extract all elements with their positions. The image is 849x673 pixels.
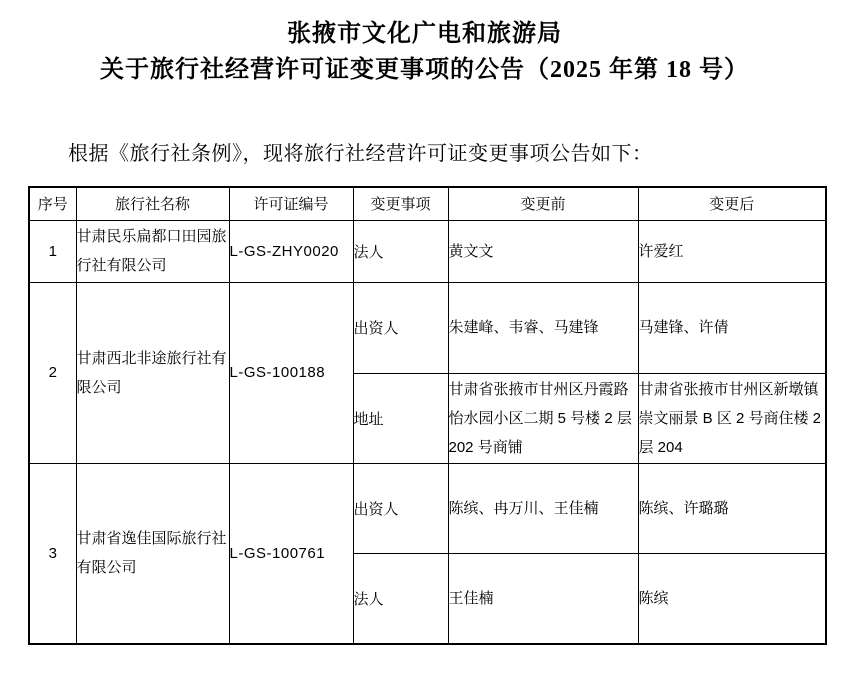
change-item-cell: 出资人 bbox=[353, 282, 448, 373]
header-agency-name: 旅行社名称 bbox=[76, 187, 229, 220]
after-cell: 马建锋、许倩 bbox=[638, 282, 826, 373]
before-cell: 王佳楠 bbox=[448, 553, 638, 644]
after-cell: 陈缤 bbox=[638, 553, 826, 644]
document-title bbox=[0, 0, 849, 88]
change-item-cell: 出资人 bbox=[353, 463, 448, 553]
change-item-cell: 法人 bbox=[353, 553, 448, 644]
title-line-2: 关于旅行社经营许可证变更事项的公告（2025 年第 18 号） bbox=[100, 57, 749, 83]
license-no-cell: L-GS-100188 bbox=[229, 282, 353, 463]
table-row-agency-2-change-1 bbox=[29, 282, 826, 373]
before-cell: 朱建峰、韦睿、马建锋 bbox=[448, 282, 638, 373]
after-cell: 甘肃省张掖市甘州区新墩镇崇文丽景 B 区 2 号商住楼 2 层 204 bbox=[638, 373, 826, 463]
header-after: 变更后 bbox=[638, 187, 826, 220]
intro-paragraph: 根据《旅行社条例》，现将旅行社经营许可证变更事项公告如下： bbox=[68, 143, 653, 165]
header-license-no: 许可证编号 bbox=[229, 187, 353, 220]
seq-cell: 2 bbox=[29, 282, 76, 463]
seq-cell: 3 bbox=[29, 463, 76, 644]
license-change-table bbox=[28, 186, 827, 645]
header-before: 变更前 bbox=[448, 187, 638, 220]
header-change-item: 变更事项 bbox=[353, 187, 448, 220]
change-item-cell: 地址 bbox=[353, 373, 448, 463]
change-item-cell: 法人 bbox=[353, 220, 448, 282]
title-line-1: 张掖市文化广电和旅游局 bbox=[287, 21, 562, 47]
table-header-row bbox=[29, 187, 826, 220]
seq-cell: 1 bbox=[29, 220, 76, 282]
after-cell: 许爱红 bbox=[638, 220, 826, 282]
table-row-agency-3-change-1 bbox=[29, 463, 826, 553]
before-cell: 甘肃省张掖市甘州区丹霞路怡水园小区二期 5 号楼 2 层 202 号商铺 bbox=[448, 373, 638, 463]
before-cell: 黄文文 bbox=[448, 220, 638, 282]
agency-name-cell: 甘肃省逸佳国际旅行社有限公司 bbox=[76, 463, 229, 644]
header-seq: 序号 bbox=[29, 187, 76, 220]
after-cell: 陈缤、许璐璐 bbox=[638, 463, 826, 553]
agency-name-cell: 甘肃民乐扁都口田园旅行社有限公司 bbox=[76, 220, 229, 282]
license-no-cell: L-GS-100761 bbox=[229, 463, 353, 644]
license-no-cell: L-GS-ZHY0020 bbox=[229, 220, 353, 282]
table-row-agency-1 bbox=[29, 220, 826, 282]
agency-name-cell: 甘肃西北非途旅行社有限公司 bbox=[76, 282, 229, 463]
before-cell: 陈缤、冉万川、王佳楠 bbox=[448, 463, 638, 553]
